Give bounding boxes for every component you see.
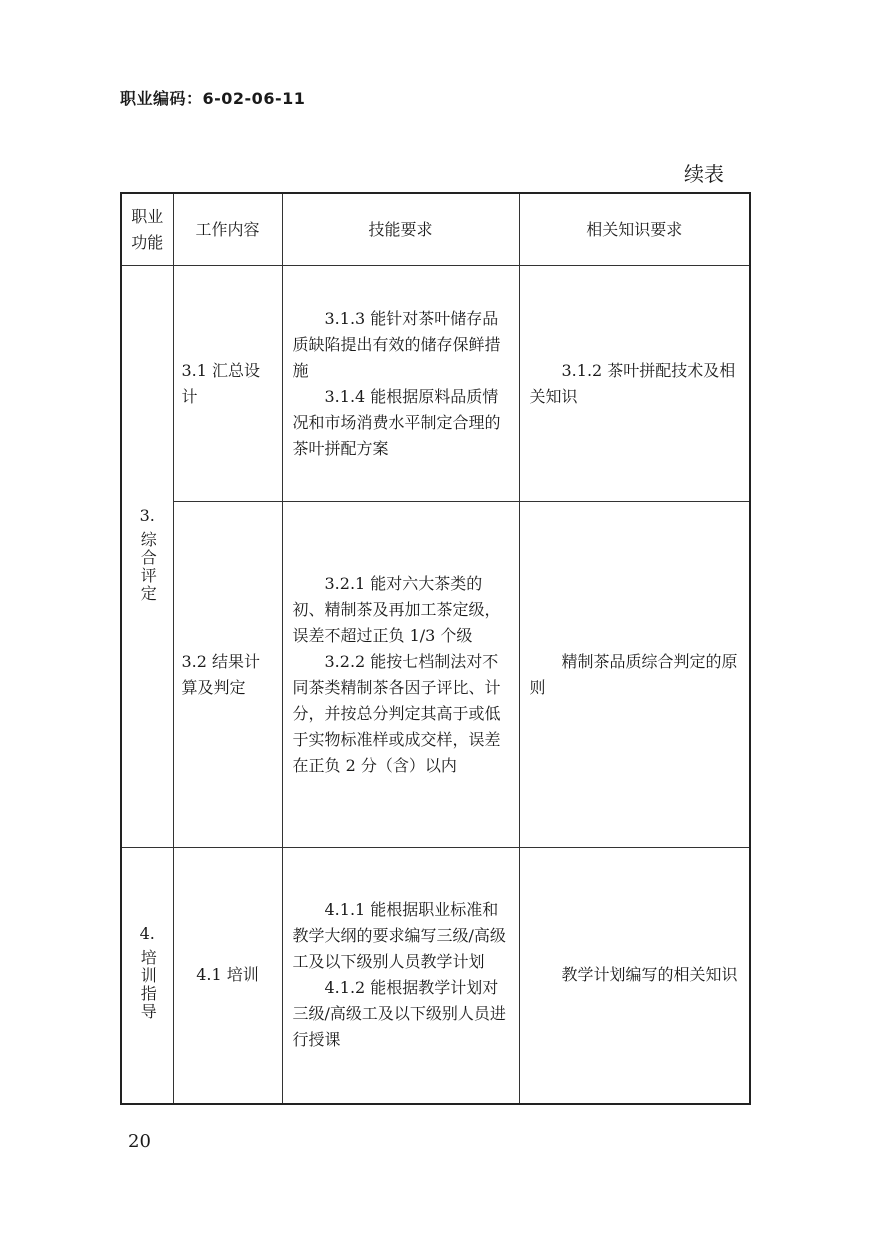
function-cell (121, 848, 173, 1104)
skill-cell (282, 502, 519, 848)
function-name: 综合评定 (138, 530, 158, 603)
skill-item: 3.1.4 能根据原料品质情况和市场消费水平制定合理的茶叶拼配方案 (292, 386, 501, 458)
continued-label: 续表 (684, 162, 724, 186)
knowledge-cell (519, 502, 750, 848)
function-name: 培训指导 (138, 949, 158, 1022)
skill-cell (282, 266, 519, 502)
function-number: 3. (139, 505, 155, 525)
function-cell (121, 266, 173, 848)
header-function-line1: 职业 (131, 206, 164, 226)
knowledge-item: 3.1.2 茶叶拼配技术及相关知识 (529, 360, 736, 406)
knowledge-item: 教学计划编写的相关知识 (561, 965, 738, 985)
work-content-cell: 4.1 培训 (173, 848, 282, 1104)
work-content-cell: 3.2 结果计算及判定 (173, 502, 282, 848)
function-number: 4. (139, 924, 155, 944)
knowledge-cell (519, 266, 750, 502)
knowledge-item: 精制茶品质综合判定的原则 (529, 651, 738, 697)
skill-item: 3.2.1 能对六大茶类的初、精制茶及再加工茶定级，误差不超过正负 1/3 个级 (292, 573, 501, 645)
occupation-code: 职业编码：6-02-06-11 (120, 89, 306, 108)
header-skill: 技能要求 (282, 193, 519, 266)
page-number: 20 (128, 1131, 151, 1152)
skill-item: 4.1.1 能根据职业标准和教学大纲的要求编写三级/高级工及以下级别人员教学计划 (292, 900, 506, 972)
skill-cell (282, 848, 519, 1104)
skill-item: 3.1.3 能针对茶叶储存品质缺陷提出有效的储存保鲜措施 (292, 308, 501, 380)
header-content: 工作内容 (173, 193, 282, 266)
table-row (121, 266, 750, 502)
standards-table (120, 192, 751, 1105)
table-row (121, 502, 750, 848)
header-function (121, 193, 173, 266)
skill-item: 3.2.2 能按七档制法对不同茶类精制茶各因子评比、计分，并按总分判定其高于或低于实物标准样或成交样，误差在正负 2 分（含）以内 (292, 651, 501, 775)
table-row (121, 848, 750, 1104)
table-header-row (121, 193, 750, 266)
skill-item: 4.1.2 能根据教学计划对三级/高级工及以下级别人员进行授课 (292, 978, 506, 1050)
header-function-line2: 功能 (131, 232, 164, 252)
knowledge-cell (519, 848, 750, 1104)
header-knowledge: 相关知识要求 (519, 193, 750, 266)
work-content-cell: 3.1 汇总设计 (173, 266, 282, 502)
